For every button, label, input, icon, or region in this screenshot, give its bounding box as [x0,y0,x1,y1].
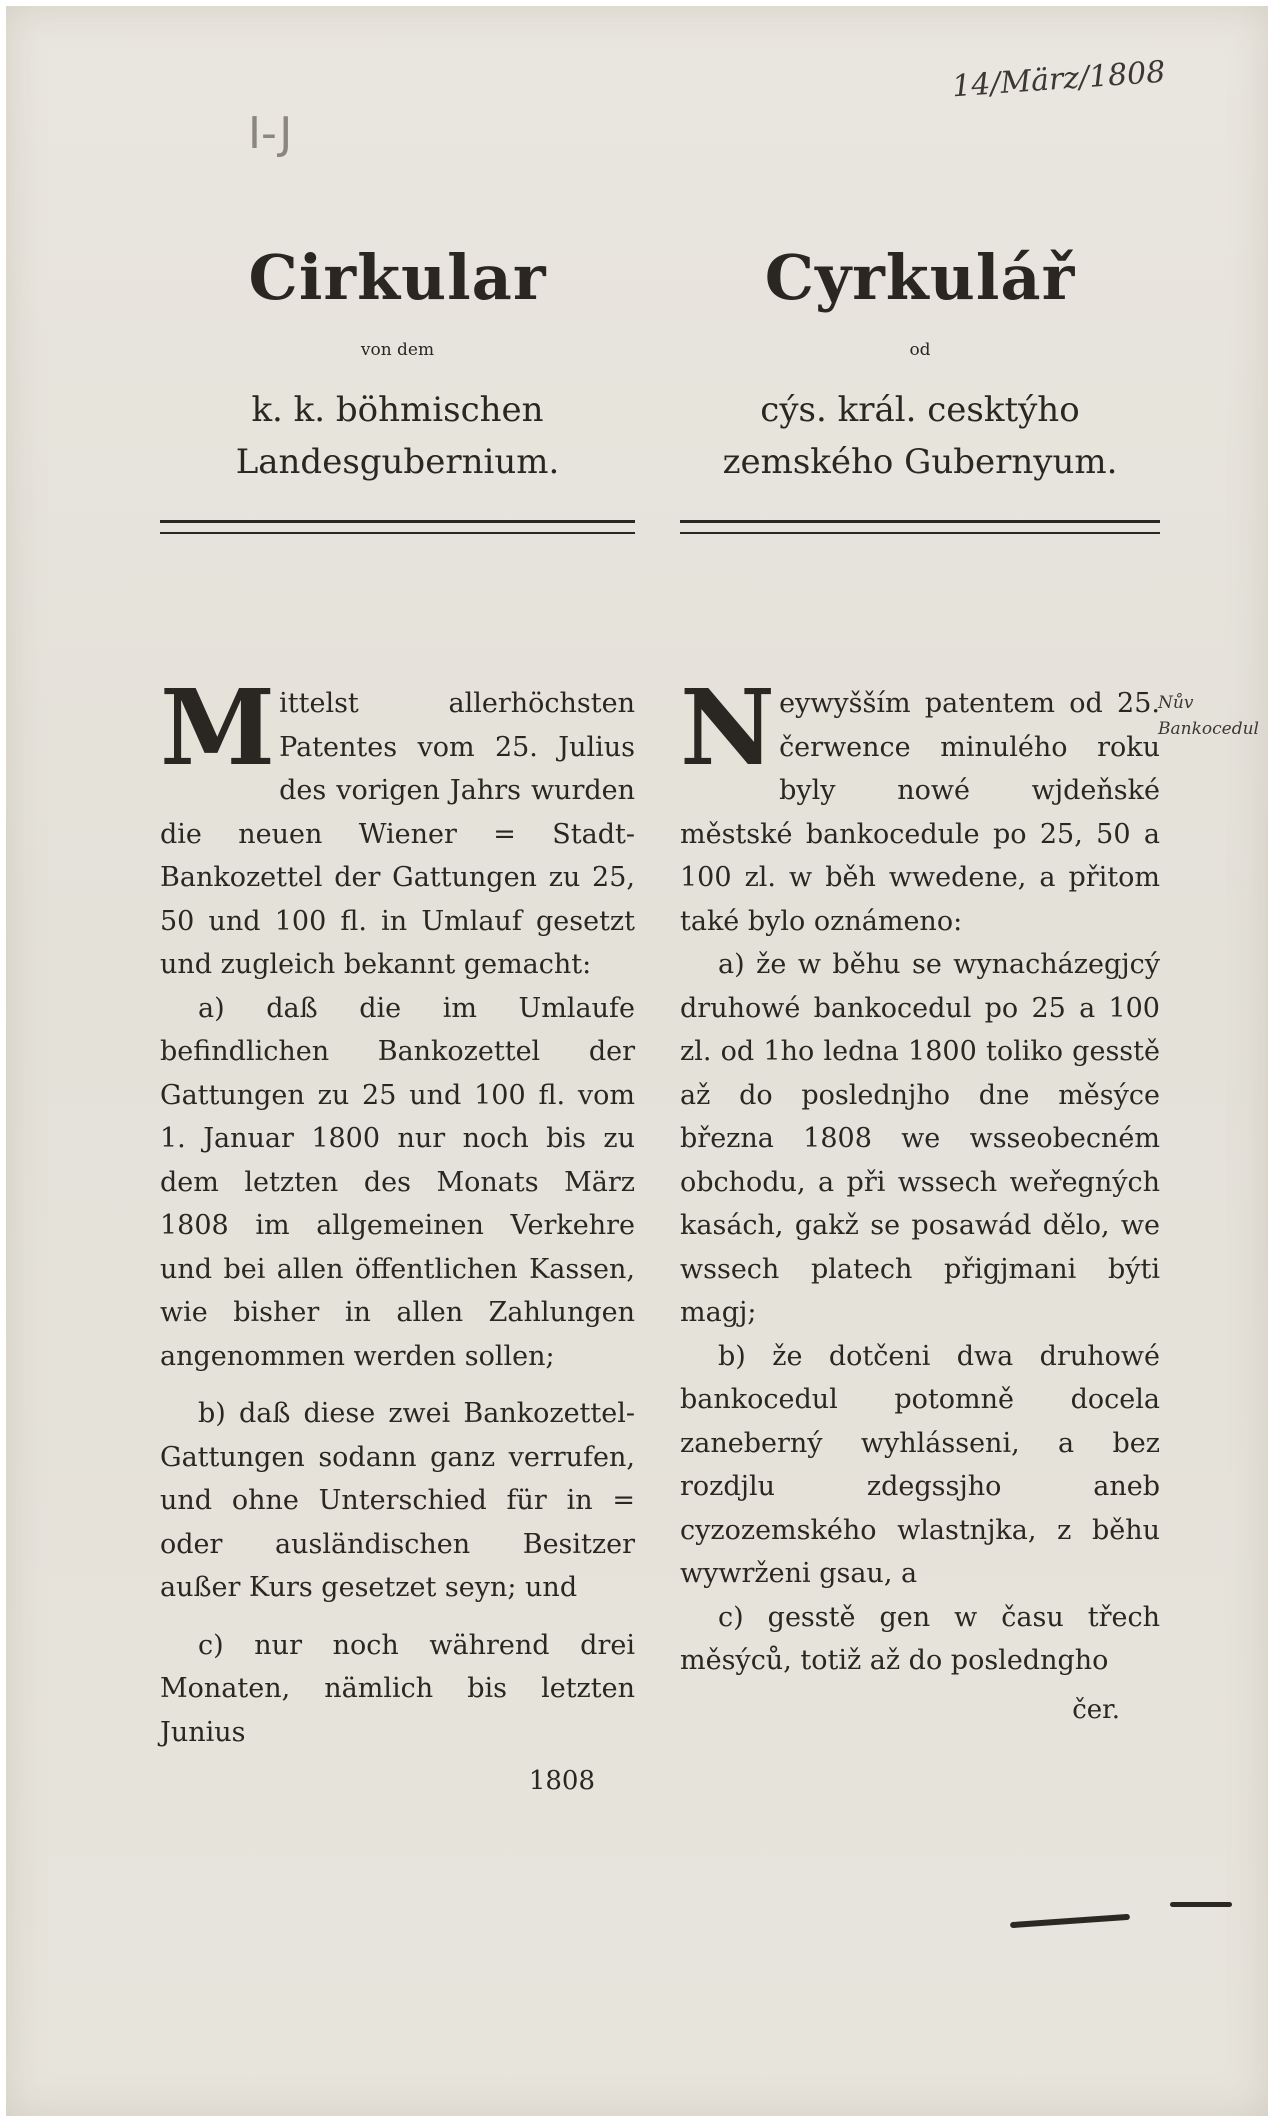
german-catchword: 1808 [528,1766,595,1796]
german-item-c: c) nur noch während drei Monaten, nämlich bis letzten Junius [160,1629,635,1748]
archive-mark: I-J [248,108,293,159]
czech-item-b: b) že dotčeni dwa druhowé bankocedul potomně docela zaneberný wyhlásseni, a bez rozdjlu zdegssjho aneb cyzozemského wlastnjka, z běhu wywrženi gsau, a [680,1340,1160,1589]
german-divider [160,520,635,534]
czech-title: Cyrkulář [764,241,1076,314]
german-intro [160,666,635,987]
german-column [160,240,635,1804]
german-item-a: a) daß die im Umlaufe befindlichen Bankozettel der Gattungen zu 25 und 100 fl. vom 1. Januar 1800 nur noch bis zu dem letzten des Monats März 1808 im allgemeinen Verkehre und bei allen öffentlichen Kassen, wie bisher in allen Zahlungen angenommen werden sollen; [160,992,635,1372]
german-item-b: b) daß diese zwei Bankozettel-Gattungen sodann ganz verrufen, und ohne Unterschied für in = oder ausländischen Besitzer außer Kurs gesetzet seyn; und [160,1398,635,1603]
ink-stroke [1170,1902,1232,1907]
german-title: Cirkular [248,241,547,314]
german-authority: k. k. böhmischen Landesgubernium. [235,390,560,482]
czech-column [680,240,1160,1732]
czech-catchword: čer. [1072,1694,1120,1725]
czech-authority: cýs. král. cesktýho zemského Gubernyum. [722,390,1118,482]
handwritten-date: 14/März/1808 [951,54,1167,105]
czech-intro-text: eywyšším patentem od 25. čerwence minulého roku byly nowé wjdeňské městské bankocedule po 25, 50 a 100 zl. w běh wwedene, a přitom také bylo oznámeno: [680,688,1160,937]
czech-item-a: a) že w běhu se wynacházegjcý druhowé bankocedul po 25 a 100 zl. od 1ho ledna 1800 toliko gesstě až do poslednjho dne měsýce března 1808 we wsseobecném obchodu, a při wssech weřegných kasách, gakž se posawád dělo, we wssech platech přigjmani býti magj; [680,949,1160,1328]
german-intro-text: ittelst allerhöchsten Patentes vom 25. Julius des vorigen Jahrs wurden die neuen Wiener = Stadt-Bankozettel der Gattungen zu 25, 50 und 100 fl. in Umlauf gesetzt und zugleich bekannt gemacht: [160,688,635,980]
handwritten-margin-note: Nův Bankocedul [1158,693,1259,739]
german-dropcap: M [160,666,276,789]
czech-item-c: c) gesstě gen w času třech měsýců, totiž až do posledngho [680,1601,1160,1676]
czech-divider [680,520,1160,534]
czech-from: od [909,340,931,360]
german-body [160,666,635,1804]
czech-body [680,666,1160,1732]
czech-dropcap: N [680,666,776,789]
german-from: von dem [360,340,435,360]
czech-intro [680,666,1160,943]
